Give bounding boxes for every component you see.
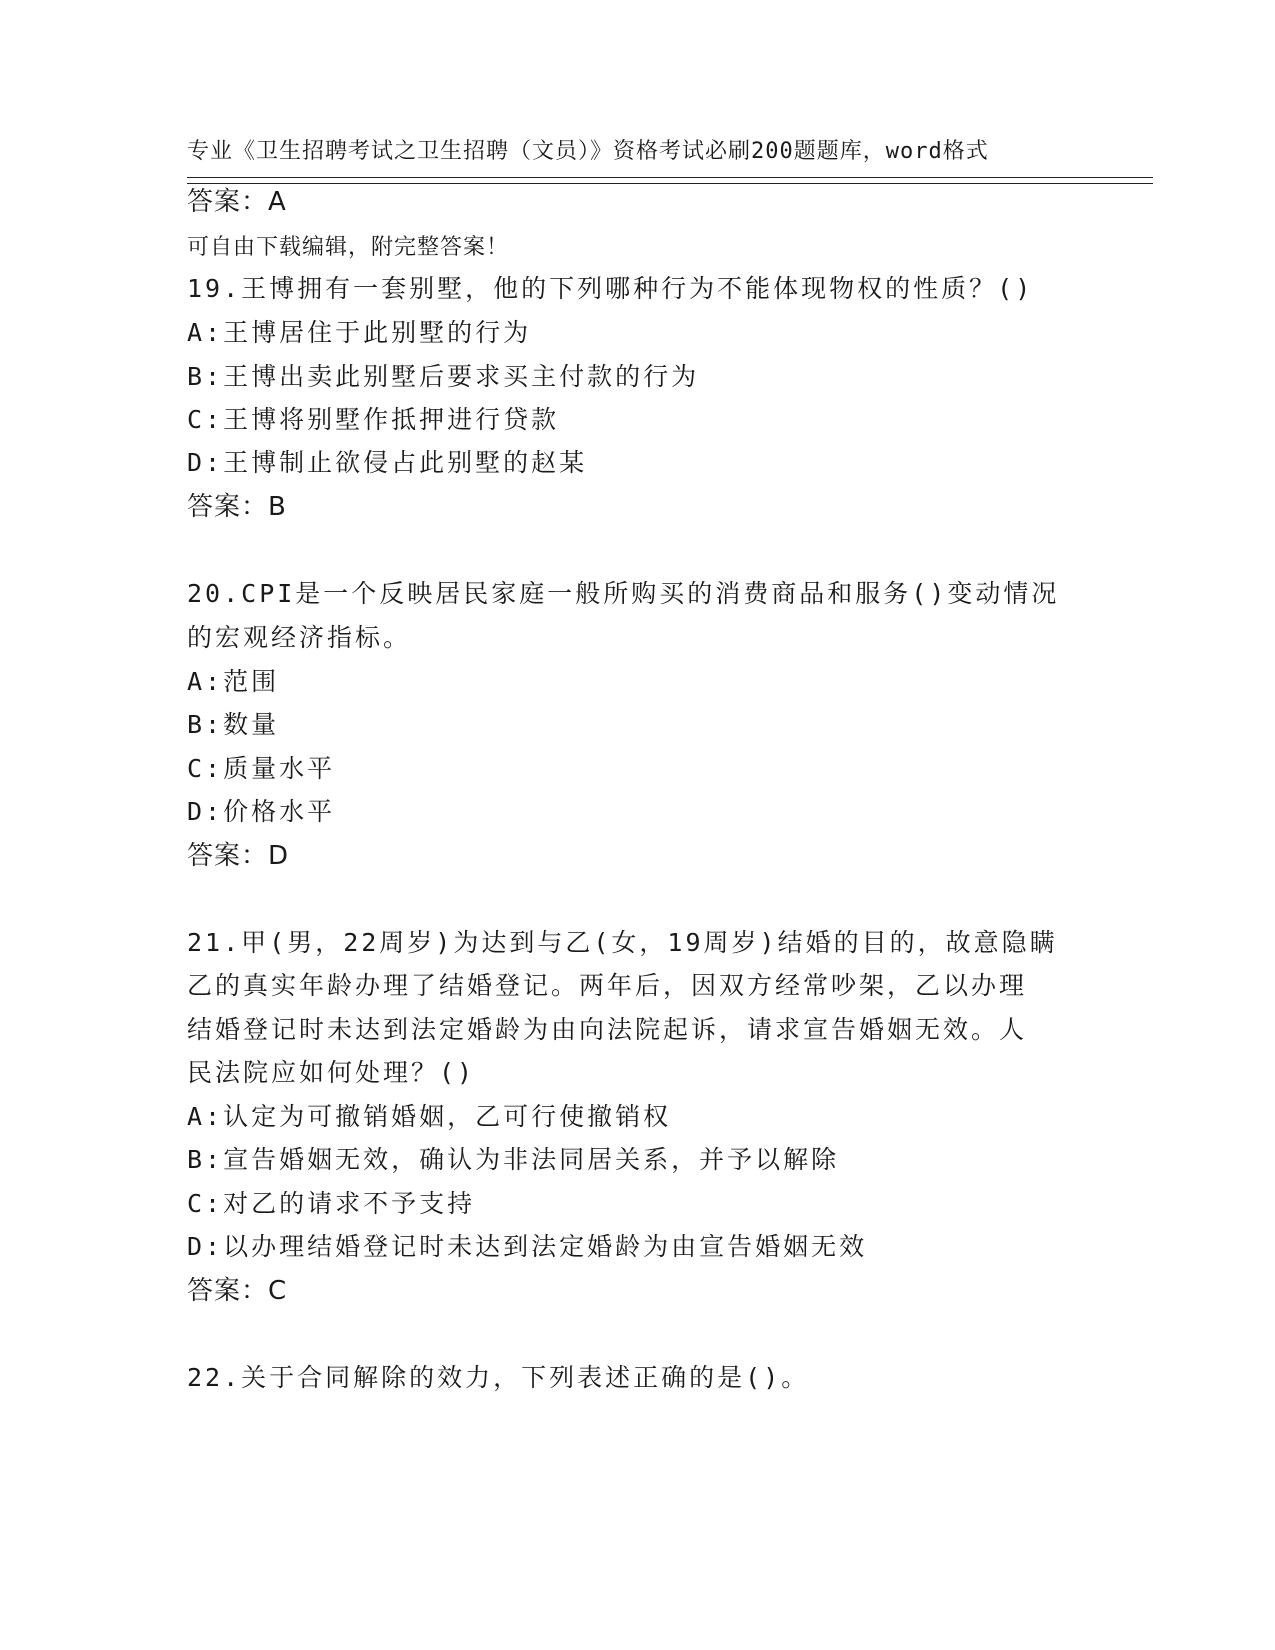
question-19-stem: 19.王博拥有一套别墅，他的下列哪种行为不能体现物权的性质？() bbox=[187, 274, 1034, 303]
question-19-option-c: C:王博将别墅作抵押进行贷款 bbox=[187, 405, 560, 434]
question-20-stem-line-1: 20.CPI是一个反映居民家庭一般所购买的消费商品和服务()变动情况 bbox=[187, 579, 1060, 608]
question-21-option-b: B:宣告婚姻无效，确认为非法同居关系，并予以解除 bbox=[187, 1145, 840, 1174]
question-20-option-c: C:质量水平 bbox=[187, 754, 336, 783]
question-20-stem-line-2: 的宏观经济指标。 bbox=[187, 623, 412, 652]
header-divider-bottom bbox=[187, 183, 1153, 184]
question-19-option-a: A:王博居住于此别墅的行为 bbox=[187, 318, 532, 347]
question-20-option-a: A:范围 bbox=[187, 667, 280, 696]
question-20-option-b: B:数量 bbox=[187, 710, 280, 739]
question-20-option-d: D:价格水平 bbox=[187, 797, 336, 826]
header-line-2: 可自由下载编辑，附完整答案！ bbox=[187, 235, 510, 260]
question-21-stem-line-3: 结婚登记时未达到法定婚龄为由向法院起诉，请求宣告婚姻无效。人 bbox=[187, 1015, 1028, 1044]
question-21-option-d: D:以办理结婚登记时未达到法定婚龄为由宣告婚姻无效 bbox=[187, 1232, 868, 1261]
question-22-stem: 22.关于合同解除的效力，下列表述正确的是()。 bbox=[187, 1363, 810, 1392]
question-21-stem-line-4: 民法院应如何处理？() bbox=[187, 1058, 476, 1087]
question-19-answer: 答案：B bbox=[187, 492, 287, 522]
header-divider-top bbox=[187, 177, 1153, 178]
question-21-option-c: C:对乙的请求不予支持 bbox=[187, 1189, 476, 1218]
question-20-answer: 答案：D bbox=[187, 841, 290, 871]
question-21-option-a: A:认定为可撤销婚姻，乙可行使撤销权 bbox=[187, 1102, 672, 1131]
question-19-option-b: B:王博出卖此别墅后要求买主付款的行为 bbox=[187, 362, 700, 391]
question-21-stem-line-1: 21.甲(男，22周岁)为达到与乙(女，19周岁)结婚的目的，故意隐瞒 bbox=[187, 928, 1058, 957]
question-21-stem-line-2: 乙的真实年龄办理了结婚登记。两年后，因双方经常吵架，乙以办理 bbox=[187, 971, 1028, 1000]
question-21-answer: 答案：C bbox=[187, 1276, 288, 1306]
question-19-option-d: D:王博制止欲侵占此别墅的赵某 bbox=[187, 448, 588, 477]
header-line-1: 专业《卫生招聘考试之卫生招聘（文员）》资格考试必刷200题题库，word格式 bbox=[187, 139, 989, 164]
previous-answer: 答案：A bbox=[187, 187, 287, 217]
